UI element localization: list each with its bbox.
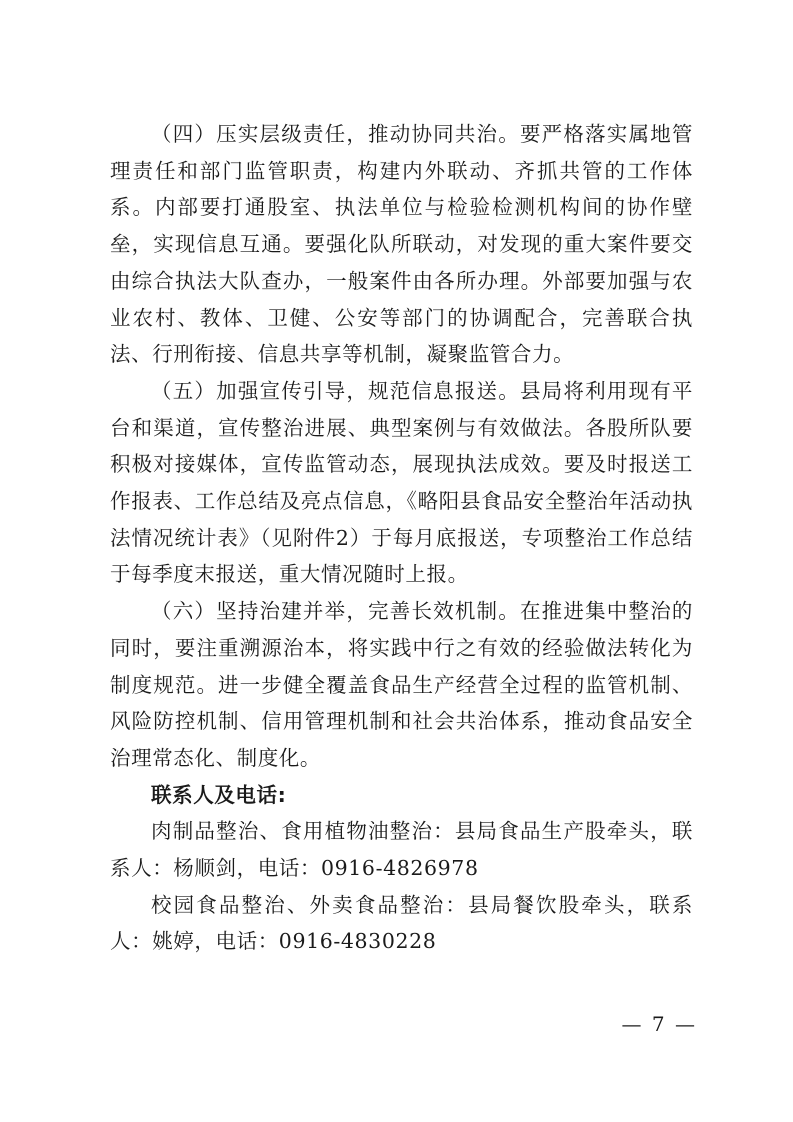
- paragraph-4-lead: （四）压实层级责任，推动协同共治。: [151, 122, 520, 146]
- paragraph-4-body: 要严格落实属地管理责任和部门监管职责，构建内外联动、齐抓共管的工作体系。内部要打通股室、执法单位与检验检测机构间的协作壁垒，实现信息互通。要强化队所联动，对发现的重大案件要交由综合执法大队查办，一般案件由各所办理。外部要加强与农业农村、教体、卫健、公安等部门的协调配合，完善联合执法、行刑衔接、信息共享等机制，凝聚监管合力。: [110, 122, 693, 367]
- contact-item-2: 校园食品整治、外卖食品整治：县局餐饮股牵头，联系人：姚婷，电话：0916-4830228: [110, 892, 693, 954]
- paragraph-5: [110, 373, 693, 593]
- paragraph-4: [110, 116, 693, 373]
- document-body: [110, 116, 693, 960]
- page-number: — 7 —: [621, 1012, 697, 1036]
- contacts-heading: 联系人及电话:: [151, 782, 287, 807]
- contact-item-1: 肉制品整治、食用植物油整治：县局食品生产股牵头，联系人：杨顺剑，电话：0916-4826978: [110, 819, 693, 881]
- paragraph-5-lead: （五）加强宣传引导，规范信息报送。: [151, 378, 520, 403]
- paragraph-6: [110, 593, 693, 777]
- paragraph-6-lead: （六）坚持治建并举，完善长效机制。: [151, 599, 520, 624]
- paragraph-6-body: 在推进集中整治的同时，要注重溯源治本，将实践中行之有效的经验做法转化为制度规范。进一步健全覆盖食品生产经营全过程的监管机制、风险防控机制、信用管理机制和社会共治体系，推动食品安全治理常态化、制度化。: [110, 599, 693, 770]
- paragraph-5-body: 县局将利用现有平台和渠道，宣传整治进展、典型案例与有效做法。各股所队要积极对接媒体，宣传监管动态，展现执法成效。要及时报送工作报表、工作总结及亮点信息，《略阳县食品安全整治年活动执法情况统计表》（见附件2）于每月底报送，专项整治工作总结于每季度末报送，重大情况随时上报。: [110, 378, 693, 587]
